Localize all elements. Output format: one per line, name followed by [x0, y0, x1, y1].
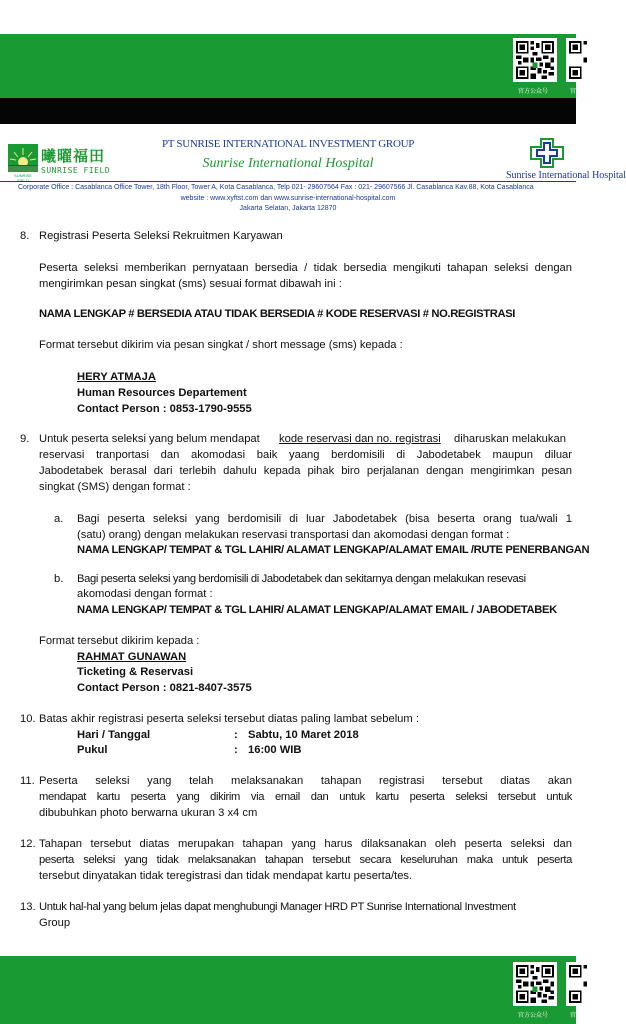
hospital-cross-icon — [530, 138, 564, 168]
time-label: Pukul — [77, 744, 108, 756]
reservation-format-line: NAMA LENGKAP/ TEMPAT & TGL LAHIR/ ALAMAT LENGKAP/ALAMAT EMAIL /RUTE PENERBANGAN — [77, 544, 590, 556]
header-divider — [0, 181, 576, 182]
qr-caption: 官方公众号 — [570, 88, 601, 95]
item-number: 12. — [20, 838, 36, 850]
qr-code-icon — [566, 962, 610, 1006]
contact-name: HERY ATMAJA — [77, 371, 156, 383]
date-separator: : — [234, 729, 238, 741]
paragraph-line: dibubuhkan photo berwarna ukuran 3 x4 cm — [39, 807, 258, 819]
contact-department: Ticketing & Reservasi — [77, 666, 194, 678]
paragraph-line: Bagi peserta seleksi yang berdomisili di Jabodetabek dan sekitarnya dengan melakukan resevasi — [77, 573, 526, 585]
paragraph-line: Group — [39, 917, 71, 929]
paragraph-line: Peserta seleksi memberikan pernyataan bersedia / tidak bersedia mengikuti tahapan seleksi dengan — [39, 262, 572, 274]
letterhead — [0, 124, 626, 220]
qr-caption: 官方公众号 — [518, 1012, 549, 1019]
black-band — [0, 98, 576, 124]
address-line: Corporate Office : Casablanca Office Tower, 18th Floor, Tower A, Kota Casablanca, Telp 021- 29607564 Fax : 021- 29607566 Jl. Casablanca Kav.88, Kota Casablanca — [18, 184, 534, 191]
contact-name: RAHMAT GUNAWAN — [77, 651, 187, 663]
paragraph-line: Bagi peserta seleksi yang berdomisili di luar Jabodetabek (bisa beserta orang tua/wali 1 — [77, 513, 572, 525]
top-green-band — [0, 34, 601, 98]
paragraph-line: Format tersebut dikirim via pesan singkat / short message (sms) kepada : — [39, 339, 403, 351]
qr-caption: 官方公众号 — [518, 88, 549, 95]
item-number: 9. — [20, 433, 30, 445]
item-number: 11. — [20, 775, 35, 787]
paragraph-line: Jabodetabek berasal dari terlebih dahulu kepada pihak biro perjalanan dengan mengirimkan pesan — [39, 465, 572, 477]
qr-caption: 官方公众号 — [570, 1012, 601, 1019]
paragraph-line: Format tersebut dikirim kepada : — [39, 635, 200, 647]
sub-item-marker: a. — [54, 513, 64, 525]
sunrise-field-name: SUNRISE FIELD — [41, 166, 111, 175]
deadline-date: Sabtu, 10 Maret 2018 — [248, 729, 359, 741]
top-margin — [0, 0, 576, 34]
sms-format-line: NAMA LENGKAP # BERSEDIA ATAU TIDAK BERSEDIA # KODE RESERVASI # NO.REGISTRASI — [39, 308, 516, 320]
underlined-phrase: kode reservasi dan no. registrasi — [279, 433, 441, 445]
paragraph-line: Peserta seleksi yang telah melaksanakan tahapan registrasi tersebut diatas akan — [39, 775, 572, 787]
paragraph-line: akomodasi dengan format : — [77, 588, 213, 600]
paragraph-line-start: Untuk peserta seleksi yang belum mendapat — [39, 433, 260, 445]
chinese-company-name: 曦曜福田 — [41, 147, 106, 165]
contact-department: Human Resources Departement — [77, 387, 247, 399]
paragraph-line: Tahapan tersebut diatas merupakan tahapan yang harus dilaksanakan oleh peserta seleksi dan — [39, 838, 572, 850]
paragraph-line: peserta seleksi yang tidak melaksanakan tahapan tersebut secara keseluruhan maka untuk peserta — [39, 854, 572, 866]
hospital-logo-text: Sunrise International Hospital — [506, 170, 626, 181]
qr-code-icon — [513, 38, 557, 82]
item-number: 8. — [20, 230, 30, 242]
contact-phone: Contact Person : 0853-1790-9555 — [77, 403, 252, 415]
logo-caption: SUNRISE — [14, 173, 32, 178]
paragraph-line: reservasi tranportasi dan akomodasi baik yaang berdomisili di Jabodetabek maupun diluar — [39, 449, 572, 461]
hospital-logo — [504, 138, 626, 184]
city-line: Jakarta Selatan, Jakarta 12870 — [239, 205, 337, 212]
paragraph-line: tersebut dinyatakan tidak teregistrasi dan tidak mendapat kartu peserta/tes. — [39, 870, 413, 882]
paragraph-line: (satu) orang) dengan melakukan reservasi transportasi dan akomodasi dengan format : — [77, 529, 510, 541]
time-separator: : — [234, 744, 238, 756]
qr-code-icon — [513, 962, 557, 1006]
date-label: Hari / Tanggal — [77, 729, 151, 741]
paragraph-line: mendapat kartu peserta yang dikirim via email dan untuk kartu peserta seleksi tersebut untuk — [39, 791, 572, 803]
website-line: website : www.xyftst.com dan www.sunrise-international-hospital.com — [180, 195, 396, 202]
paragraph-line: singkat (SMS) dengan format : — [39, 481, 191, 493]
group-name: PT SUNRISE INTERNATIONAL INVESTMENT GROUP — [161, 138, 415, 150]
reservation-format-line: NAMA LENGKAP/ TEMPAT & TGL LAHIR/ ALAMAT LENGKAP/ALAMAT EMAIL / JABODETABEK — [77, 604, 557, 616]
contact-phone: Contact Person : 0821-8407-3575 — [77, 682, 252, 694]
letter-body — [0, 220, 590, 954]
paragraph-line: Untuk hal-hal yang belum jelas dapat menghubungi Manager HRD PT Sunrise International Investment — [39, 901, 516, 913]
item-number: 10. — [20, 713, 36, 725]
bottom-green-band — [0, 956, 601, 1024]
paragraph-line: mengirimkan pesan singkat (sms) sesuai format dibawah ini : — [39, 278, 342, 290]
paragraph-line-end: diharuskan melakukan — [454, 433, 566, 445]
paragraph-line: Batas akhir registrasi peserta seleksi tersebut diatas paling lambat sebelum : — [39, 713, 419, 725]
sub-item-marker: b. — [54, 573, 64, 585]
item-title: Registrasi Peserta Seleksi Rekruitmen Karyawan — [39, 230, 283, 242]
deadline-time: 16:00 WIB — [248, 744, 302, 756]
qr-code-icon — [566, 38, 610, 82]
item-number: 13. — [20, 901, 36, 913]
hospital-name: Sunrise International Hospital — [202, 156, 374, 171]
